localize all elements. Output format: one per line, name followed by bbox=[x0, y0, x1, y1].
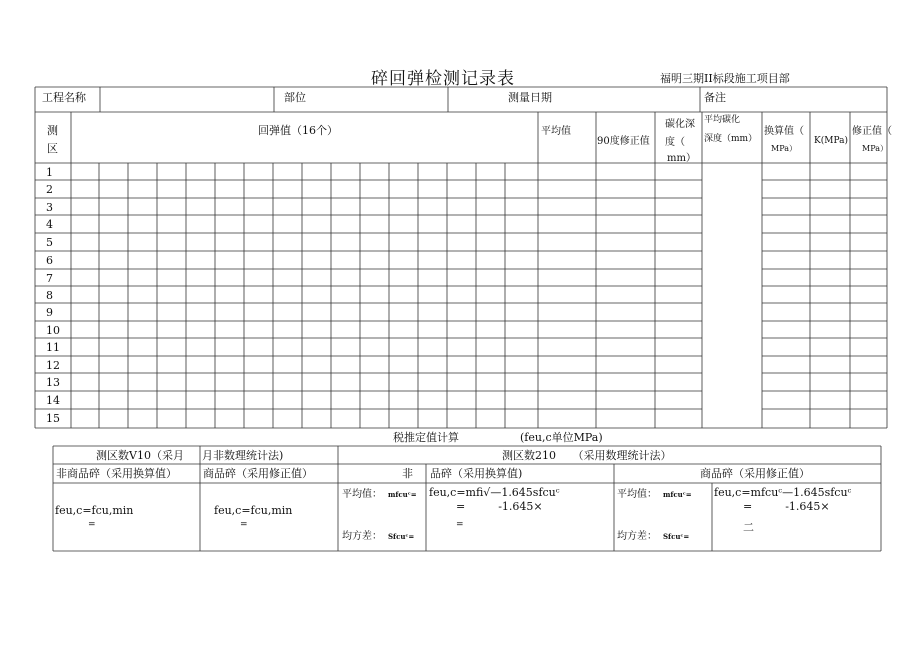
zone-number: 11 bbox=[46, 341, 60, 354]
calc-sub-c1: 非 bbox=[402, 467, 413, 480]
std-label-c: 均方差： bbox=[342, 531, 382, 542]
mean-sym-c: mfcuᶜ= bbox=[388, 490, 417, 499]
mean-label-d: 平均值： bbox=[617, 489, 657, 500]
page-title: 碎回弹检测记录表 bbox=[371, 69, 515, 89]
zone-number: 9 bbox=[46, 306, 53, 319]
zone-number: 7 bbox=[46, 272, 53, 285]
eq-b: = bbox=[240, 520, 248, 530]
zone-number: 15 bbox=[46, 412, 60, 425]
formula-min-b: feu,c=fcu,min bbox=[214, 504, 293, 517]
label-part: 部位 bbox=[284, 91, 306, 104]
std-label-d: 均方差： bbox=[617, 531, 657, 542]
zone-number: 14 bbox=[46, 394, 60, 407]
formula-c1: feu,c=mfi√—1.645sfcuᶜ bbox=[429, 486, 560, 499]
eq-c: = bbox=[456, 520, 464, 530]
calc-heading: 税推定值计算 bbox=[393, 431, 459, 444]
mean-label-c: 平均值： bbox=[342, 489, 382, 500]
header-zone-1: 测 bbox=[47, 124, 58, 137]
header-zone-2: 区 bbox=[47, 142, 58, 155]
calc-sub-b: 商品碎（采用修正值） bbox=[203, 467, 313, 480]
zone-number: 10 bbox=[46, 324, 60, 337]
header-carb-depth-2: 度（ bbox=[665, 137, 685, 148]
zone-number: 3 bbox=[46, 201, 53, 214]
formula-d1: feu,c=mfcuᶜ—1.645sfcuᶜ bbox=[714, 486, 852, 499]
calc-sub-d: 商品碎（采用修正值） bbox=[700, 467, 810, 480]
zone-number: 5 bbox=[46, 236, 53, 249]
zone-number: 4 bbox=[46, 218, 53, 231]
zone-number: 2 bbox=[46, 183, 53, 196]
calc-right-head: 测区数210 （采用数理统计法） bbox=[502, 449, 672, 462]
zone-number: 13 bbox=[46, 376, 60, 389]
calc-sub-a: 非商品碎（采用换算值） bbox=[56, 467, 177, 480]
calc-left-head-a: 测区数V10（采月 bbox=[96, 449, 184, 462]
header-modified-1: 修正值（ bbox=[852, 126, 892, 137]
formula-d3: 二 bbox=[743, 521, 754, 534]
header-average: 平均值 bbox=[541, 126, 571, 137]
label-remark: 备注 bbox=[704, 91, 726, 104]
header-modified-2: MPa） bbox=[862, 144, 888, 153]
zone-number-column bbox=[46, 166, 60, 425]
organization-name: 福明三期II标段施工项目部 bbox=[660, 72, 790, 85]
calc-left-head-b: 月非数理统计法) bbox=[202, 449, 284, 462]
zone-number: 8 bbox=[46, 289, 53, 302]
header-converted-1: 换算值（ bbox=[764, 126, 804, 137]
header-carb-depth-3: mm） bbox=[667, 153, 696, 164]
label-test-date: 测量日期 bbox=[508, 91, 552, 104]
eq-a: = bbox=[88, 520, 96, 530]
header-avg-carb-2: 深度（mm） bbox=[704, 134, 758, 144]
zone-number: 1 bbox=[46, 166, 53, 179]
calc-unit: (feu,c单位MPa) bbox=[520, 431, 603, 444]
header-avg-carb-1: 平均碳化 bbox=[704, 115, 741, 125]
formula-min-a: feu,c=fcu,min bbox=[55, 504, 134, 517]
formula-c2: = -1.645× bbox=[456, 500, 543, 513]
std-sym-c: Sfcuᶜ= bbox=[388, 532, 415, 541]
header-carb-depth-1: 碳化深 bbox=[665, 119, 695, 130]
label-project-name: 工程名称 bbox=[42, 91, 86, 104]
std-sym-d: Sfcuᶜ= bbox=[663, 532, 690, 541]
header-rebound: 回弹值（16个） bbox=[258, 124, 338, 137]
header-k: K(MPa) bbox=[814, 136, 848, 146]
header-corrected-90: 90度修正值 bbox=[597, 136, 650, 147]
table-grid-lines bbox=[35, 87, 887, 551]
mean-sym-d: mfcuᶜ= bbox=[663, 490, 692, 499]
zone-number: 12 bbox=[46, 359, 60, 372]
zone-number: 6 bbox=[46, 254, 53, 267]
calc-sub-c2: 品碎（采用换算值) bbox=[430, 467, 523, 480]
header-converted-2: MPa） bbox=[771, 144, 797, 153]
formula-d2: = -1.645× bbox=[743, 500, 830, 513]
